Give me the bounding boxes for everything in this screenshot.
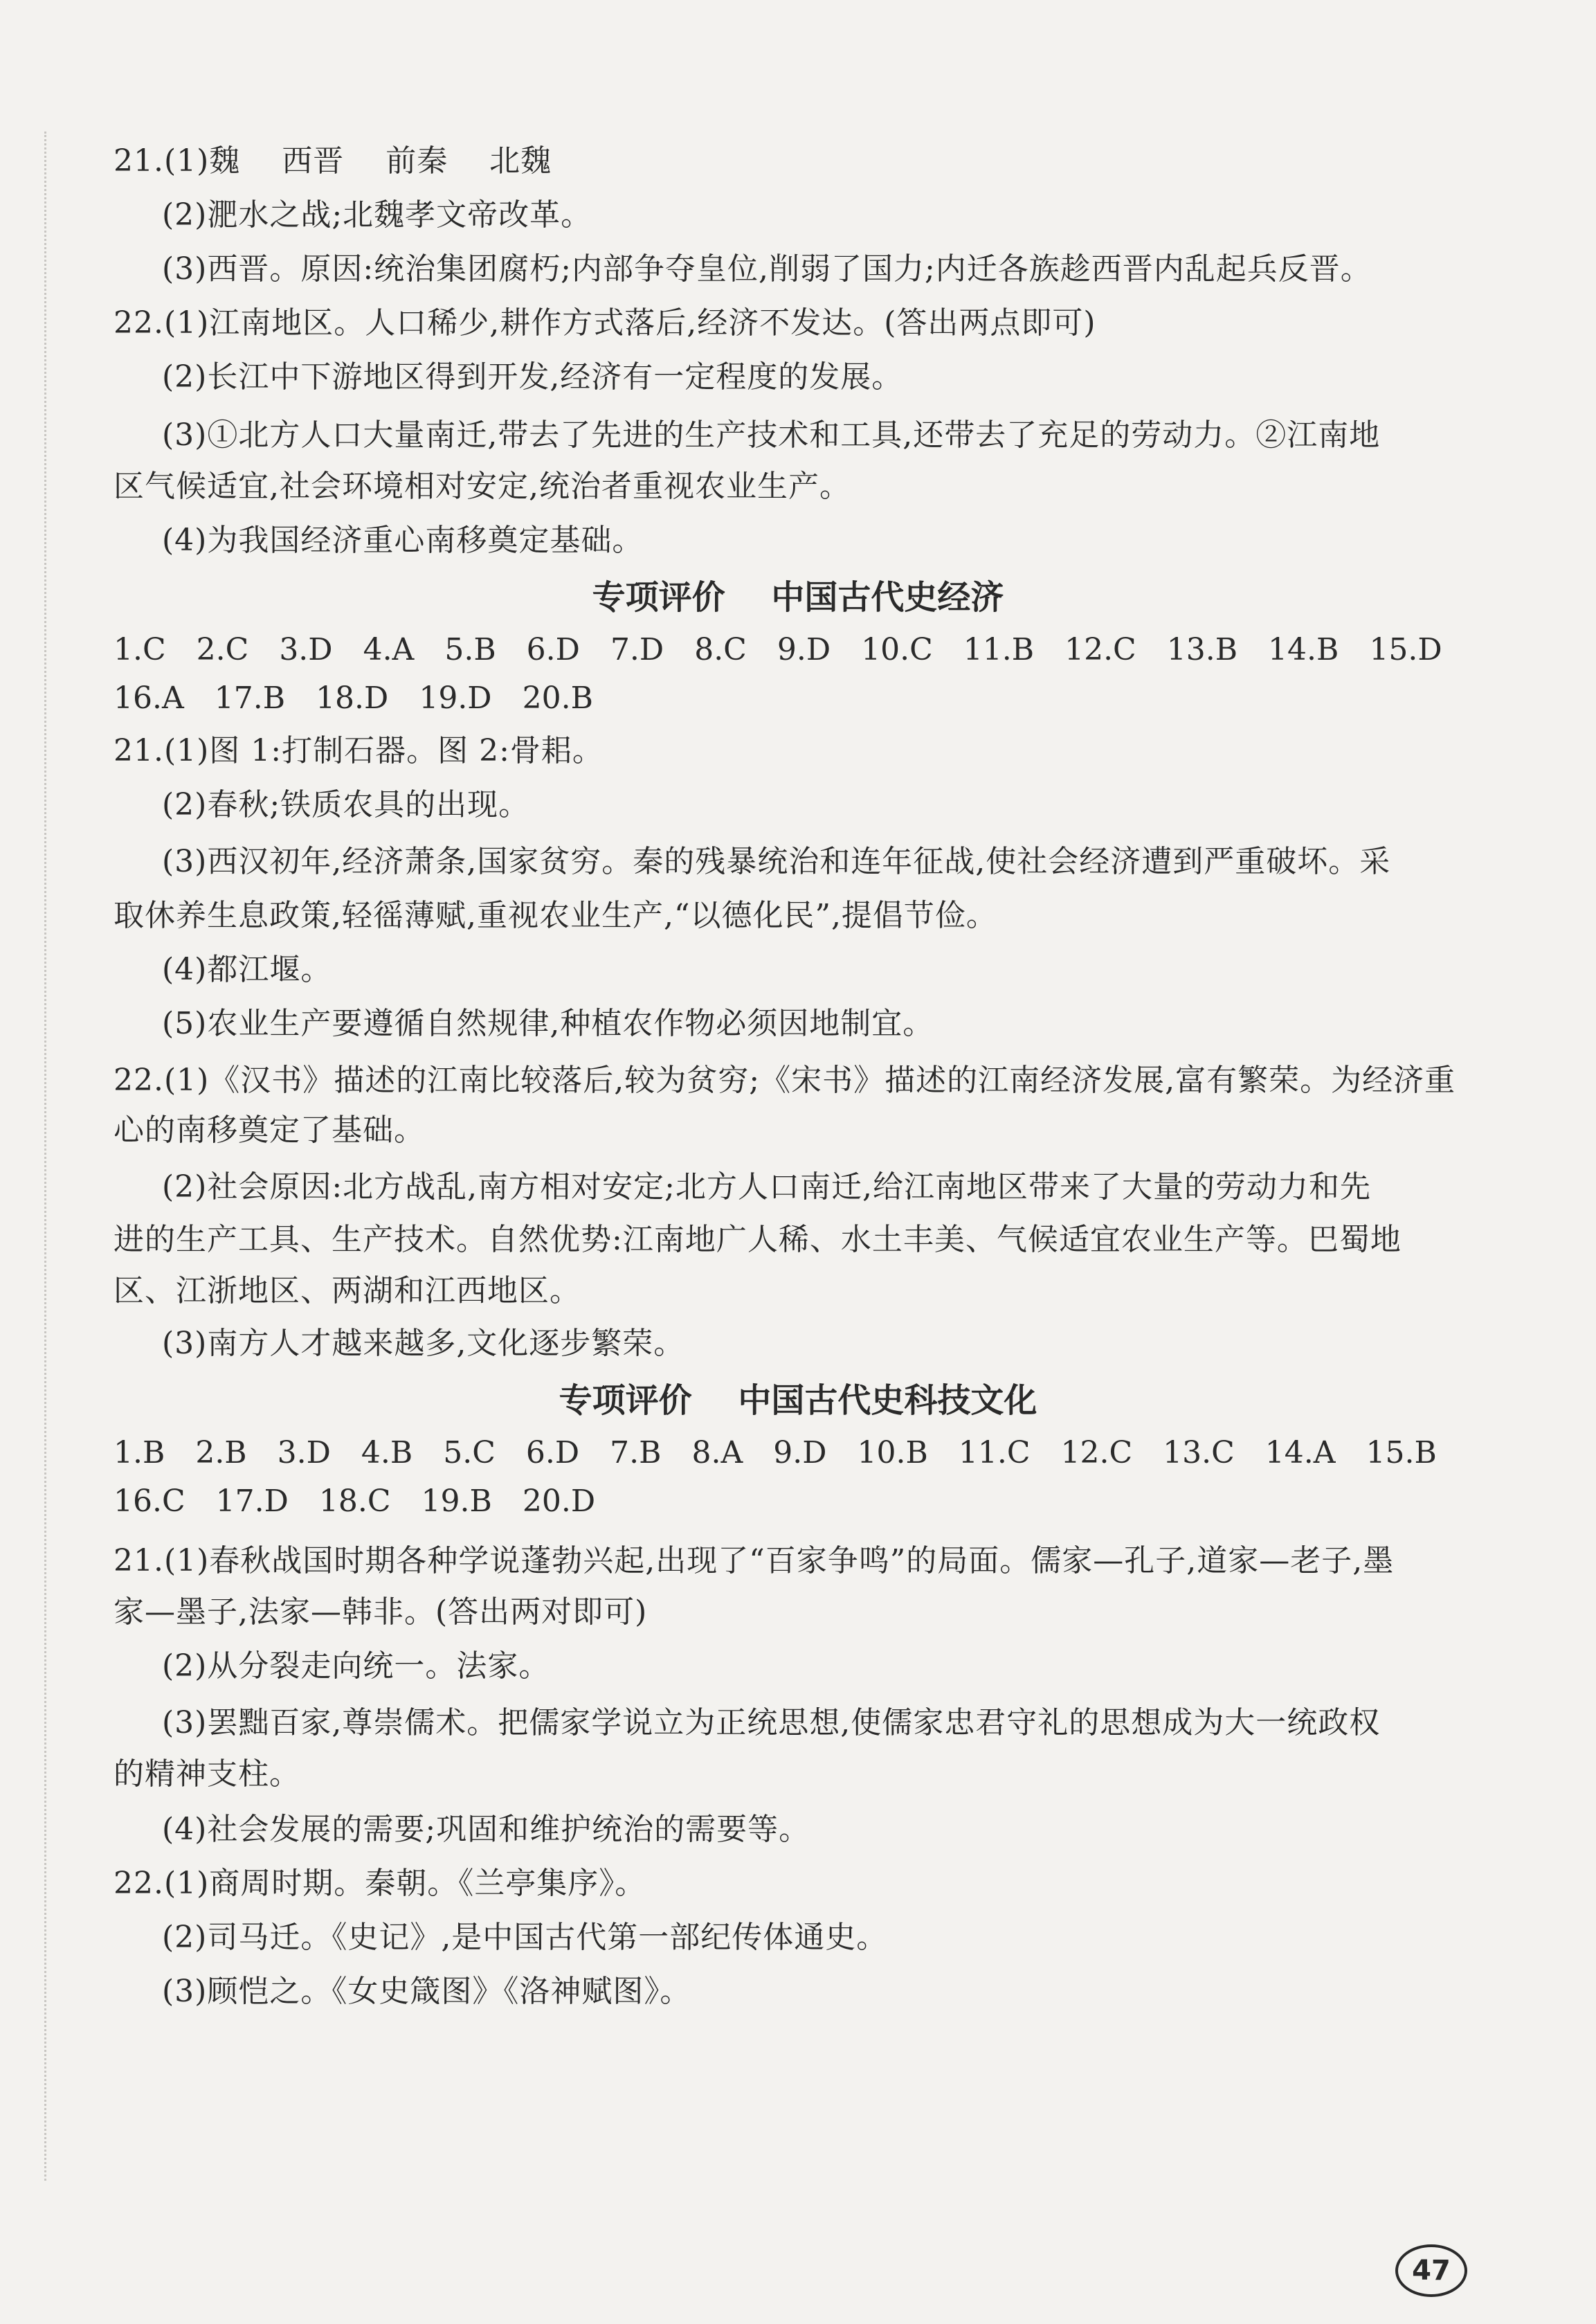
answer-item: 4.B	[361, 1435, 413, 1470]
answer-item: 1.C	[114, 632, 166, 667]
answer-item: 2.B	[195, 1435, 247, 1470]
s2-q21-part2: (2)春秋;铁质农具的出现。	[162, 787, 530, 822]
s3-q21-part1-line2: 家—墨子,法家—韩非。(答出两对即可)	[114, 1594, 648, 1630]
answer-item: 4.A	[363, 632, 415, 667]
answer-item: 11.B	[963, 632, 1035, 667]
s2-q22-part2-line1: (2)社会原因:北方战乱,南方相对安定;北方人口南迁,给江南地区带来了大量的劳动力和先	[162, 1169, 1371, 1205]
answer-item: 12.C	[1060, 1435, 1133, 1470]
answer-item: 10.B	[857, 1435, 928, 1470]
answer-item: 10.C	[861, 632, 933, 667]
s3-q22-part2: (2)司马迁。《史记》,是中国古代第一部纪传体通史。	[162, 1920, 888, 1955]
q22-part1: 22.(1)江南地区。人口稀少,耕作方式落后,经济不发达。(答出两点即可)	[114, 305, 1096, 341]
s2-q21-part5: (5)农业生产要遵循自然规律,种植农作物必须因地制宜。	[162, 1006, 934, 1041]
s2-q22-part3: (3)南方人才越来越多,文化逐步繁荣。	[162, 1326, 685, 1361]
choice-answers-row2	[114, 676, 624, 721]
q21-part2: (2)淝水之战;北魏孝文帝改革。	[162, 197, 592, 233]
answer-item: 5.B	[444, 632, 496, 667]
answer-item: 9.D	[773, 1435, 827, 1470]
answer-item: 14.B	[1268, 632, 1339, 667]
q22-part4: (4)为我国经济重心南移奠定基础。	[162, 523, 644, 558]
s3-q21-part3-line2: 的精神支柱。	[114, 1756, 300, 1792]
answer-item: 6.D	[525, 1435, 580, 1470]
s2-q22-part2-line3: 区、江浙地区、两湖和江西地区。	[114, 1273, 581, 1308]
answer-item: 1.B	[114, 1435, 165, 1470]
s2-q21-part1: 21.(1)图 1:打制石器。图 2:骨耜。	[114, 733, 604, 768]
answer-item: 3.D	[279, 632, 333, 667]
q22-part3-line2: 区气候适宜,社会环境相对安定,统治者重视农业生产。	[114, 469, 851, 504]
answer-item: 20.B	[522, 681, 593, 716]
answer-item: 19.B	[421, 1484, 492, 1519]
answer-item: 13.C	[1163, 1435, 1235, 1470]
answer-item: 9.D	[777, 632, 831, 667]
answer-item: 18.D	[316, 681, 389, 716]
answer-item: 3.D	[277, 1435, 331, 1470]
answer-item: 12.C	[1064, 632, 1136, 667]
q21-part3: (3)西晋。原因:统治集团腐朽;内部争夺皇位,削弱了国力;内迁各族趁西晋内乱起兵反晋。	[162, 251, 1372, 287]
answer-item: 13.B	[1166, 632, 1238, 667]
q22-part3-line1: (3)①北方人口大量南迁,带去了先进的生产技术和工具,还带去了充足的劳动力。②江南地	[162, 417, 1381, 453]
s2-q22-part2-line2: 进的生产工具、生产技术。自然优势:江南地广人稀、水土丰美、气候适宜农业生产等。巴蜀地	[114, 1222, 1402, 1257]
s2-q22-part1-line1: 22.(1)《汉书》描述的江南比较落后,较为贫穷;《宋书》描述的江南经济发展,富有繁荣。为经济重	[114, 1063, 1456, 1098]
section-title-culture: 专项评价 中国古代史科技文化	[559, 1381, 1037, 1420]
answer-item: 7.B	[610, 1435, 662, 1470]
s3-q22-part1: 22.(1)商周时期。秦朝。《兰亭集序》。	[114, 1866, 646, 1901]
answer-item: 15.D	[1369, 632, 1442, 667]
answer-item: 18.C	[318, 1484, 391, 1519]
answer-item: 8.A	[691, 1435, 743, 1470]
s2-q21-part4: (4)都江堰。	[162, 952, 332, 987]
answer-item: 2.C	[196, 632, 249, 667]
s2-q21-part3-line2: 取休养生息政策,轻徭薄赋,重视农业生产,“以德化民”,提倡节俭。	[114, 898, 997, 933]
answer-item: 6.D	[526, 632, 580, 667]
answer-item: 17.B	[214, 681, 286, 716]
s3-q21-part3-line1: (3)罢黜百家,尊崇儒术。把儒家学说立为正统思想,使儒家忠君守礼的思想成为大一统政权	[162, 1705, 1381, 1740]
choice-answers-row1	[114, 627, 1473, 673]
s3-q21-part2: (2)从分裂走向统一。法家。	[162, 1648, 550, 1684]
s3-q22-part3: (3)顾恺之。《女史箴图》《洛神赋图》。	[162, 1974, 691, 2009]
answer-item: 14.A	[1264, 1435, 1336, 1470]
answer-item: 19.D	[419, 681, 492, 716]
s3-q21-part4: (4)社会发展的需要;巩固和维护统治的需要等。	[162, 1812, 810, 1847]
choice-answers-row2	[114, 1479, 626, 1524]
s3-q21-part1-line1: 21.(1)春秋战国时期各种学说蓬勃兴起,出现了“百家争鸣”的局面。儒家—孔子,道家—老子,墨	[114, 1543, 1395, 1578]
answer-item: 17.D	[215, 1484, 289, 1519]
answer-item: 15.B	[1366, 1435, 1437, 1470]
s2-q22-part1-line2: 心的南移奠定了基础。	[114, 1113, 425, 1148]
page-number: 47	[1395, 2244, 1467, 2297]
q22-part2: (2)长江中下游地区得到开发,经济有一定程度的发展。	[162, 359, 903, 395]
answer-item: 16.A	[114, 681, 184, 716]
answer-item: 11.C	[958, 1435, 1031, 1470]
answer-item: 16.C	[114, 1484, 185, 1519]
answer-item: 5.C	[443, 1435, 496, 1470]
answer-item: 7.D	[610, 632, 664, 667]
section-title-economy: 专项评价 中国古代史经济	[592, 578, 1004, 617]
s2-q21-part3-line1: (3)西汉初年,经济萧条,国家贫穷。秦的残暴统治和连年征战,使社会经济遭到严重破坏。采	[162, 844, 1391, 879]
answer-item: 8.C	[694, 632, 747, 667]
choice-answers-row1	[114, 1430, 1467, 1476]
answer-item: 20.D	[522, 1484, 596, 1519]
q21-part1: 21.(1)魏 西晋 前秦 北魏	[114, 143, 552, 179]
